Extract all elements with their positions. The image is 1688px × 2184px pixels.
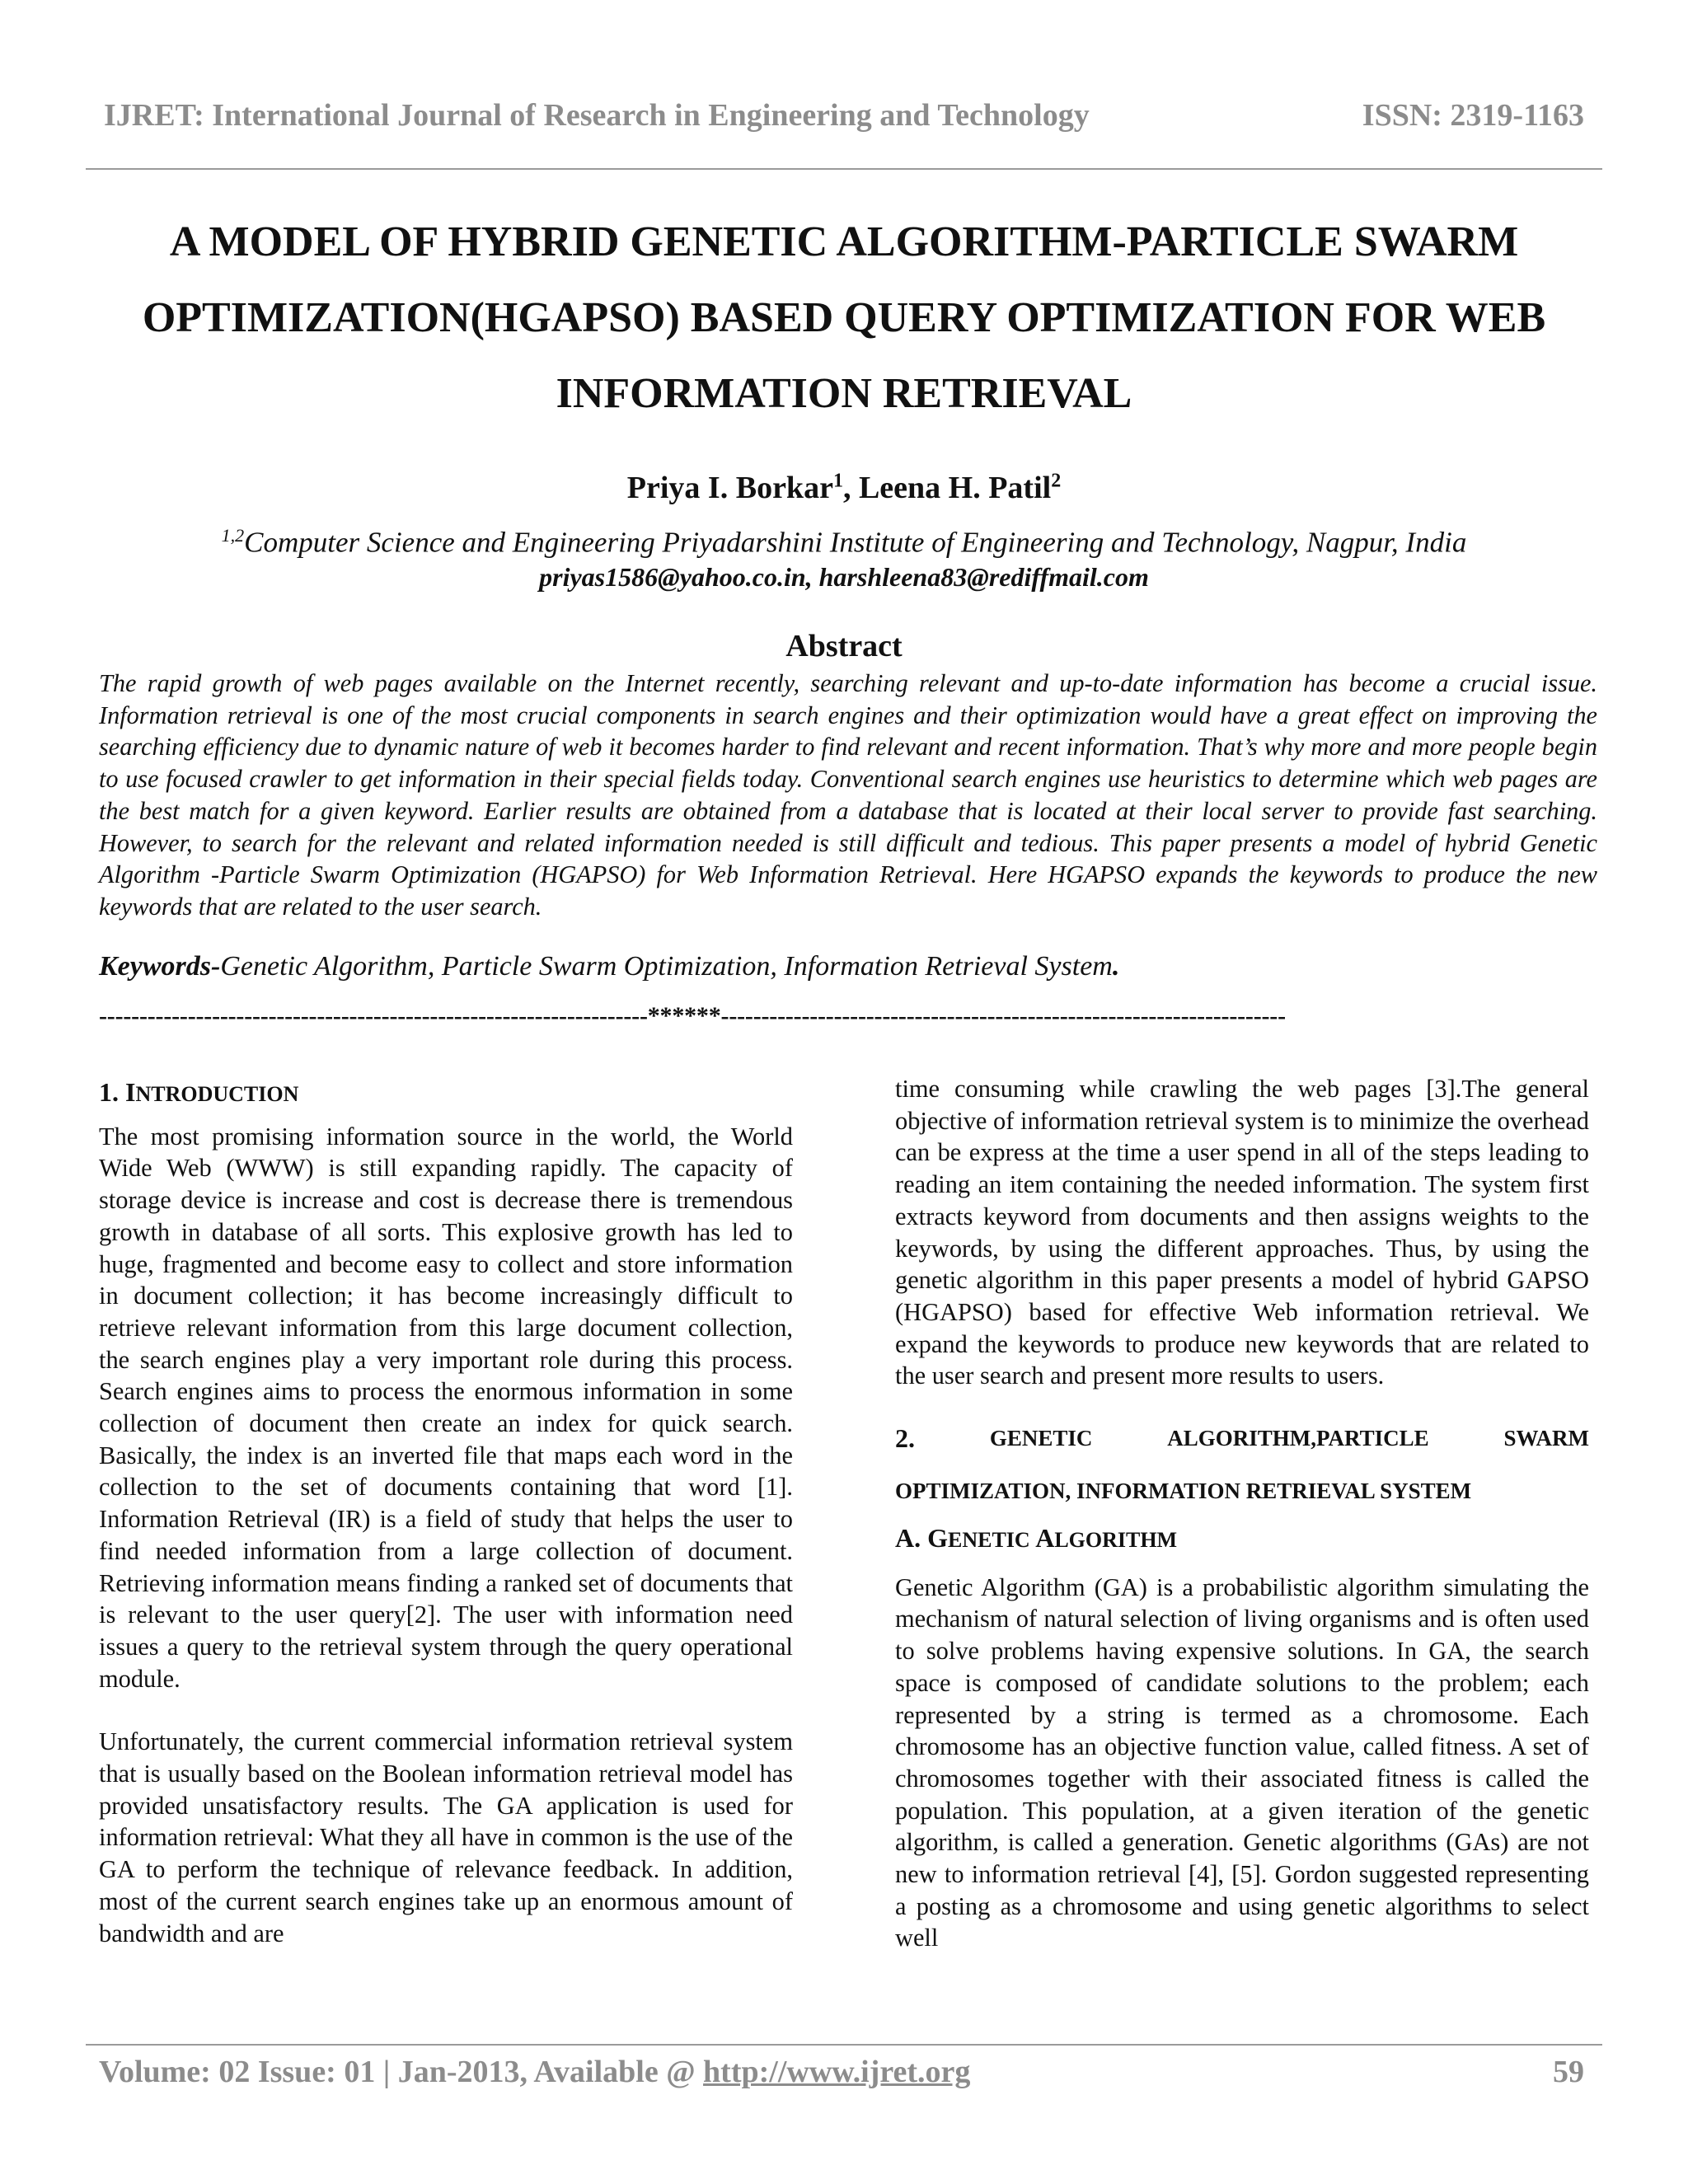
section-2-word-3: SWARM (1503, 1426, 1589, 1451)
subsection-a-prefix: A. G (895, 1523, 948, 1554)
subsection-a-part-3: LGORITHM (1054, 1528, 1178, 1553)
author-sep: , (842, 471, 859, 505)
section-1-heading (99, 1076, 793, 1111)
header-rule (86, 168, 1602, 170)
journal-link[interactable]: http://www.ijret.org (703, 2055, 971, 2089)
paper-title: A MODEL OF HYBRID GENETIC ALGORITHM-PARTICLE SWARM OPTIMIZATION(HGAPSO) BASED QUERY OPTIMIZATION FOR WEB INFORMATION RETRIEVAL (142, 218, 1546, 417)
keywords-label: Keywords- (99, 951, 221, 982)
author-2-sup: 2 (1051, 470, 1062, 492)
affiliation-text: Computer Science and Engineering Priyadarshini Institute of Engineering and Technology, Nagpur, India (244, 526, 1467, 559)
section-2-heading-line-1 (895, 1412, 1589, 1465)
author-1-sup: 1 (832, 470, 843, 492)
affiliation (0, 525, 1688, 560)
keywords-end: . (1112, 951, 1120, 982)
section-2-word-1: GENETIC (989, 1426, 1093, 1451)
abstract-text: The rapid growth of web pages available on the Internet recently, searching relevant and up-to-date information has become a crucial issue. Information retrieval is one of the most crucial components in search engines and their optimization would have a great effect on improving the searching efficiency due to dynamic nature of web it becomes harder to find relevant and recent information. That’s why more and more people begin to use focused crawler to get information in their special fields today. Conventional search engines use heuristics to determine which web pages are the best match for a given keyword. Earlier results are obtained from a database that is located at their local server to provide fast searching. However, to search for the relevant and related information needed is still difficult and tedious. This paper presents a model of hybrid Genetic Algorithm -Particle Swarm Optimization (HGAPSO) for Web Information Retrieval. Here HGAPSO expands the keywords to produce the new keywords that are related to the user search. (99, 669, 1597, 921)
abstract-heading: Abstract (785, 629, 903, 663)
section-2-word-2: ALGORITHM,PARTICLE (1167, 1426, 1429, 1451)
subsection-a-part-2: A (1035, 1523, 1055, 1554)
intro-paragraph-3: time consuming while crawling the web pages [3].The general objective of information retrieval system is to minimize the overhead can be express at the time a user spend in all of the steps leading to reading an item containing the needed information. The system first extracts keyword from documents and then assigns weights to the keywords, by using the different approaches. Thus, by using the genetic algorithm in this paper presents a model of hybrid GAPSO (HGAPSO) based for effective Web information retrieval. We expand the keywords to produce new keywords that are related to the user search and present more results to users. (895, 1075, 1589, 1390)
subsection-a-part-1: ENETIC (948, 1528, 1036, 1553)
section-1-title: NTRODUCTION (135, 1082, 299, 1106)
section-2-heading-line-2: OPTIMIZATION, INFORMATION RETRIEVAL SYSTEM (895, 1479, 1472, 1504)
subsection-a-heading (895, 1522, 1589, 1557)
ga-paragraph: Genetic Algorithm (GA) is a probabilistic algorithm simulating the mechanism of natural selection of living organisms and is often used to solve problems having expensive solutions. In GA, the search space is composed of candidate solutions to the problem; each represented by a string is termed as a chromosome. Each chromosome has an objective function value, called fitness. A set of chromosomes together with their associated fitness is called the population. This population, at a given iteration of the genetic algorithm, is called a generation. Genetic algorithms (GAs) are not new to information retrieval [4], [5]. Gordon suggested representing a posting as a chromosome and using genetic algorithms to select well (895, 1572, 1589, 1952)
keywords-text: Genetic Algorithm, Particle Swarm Optimization, Information Retrieval System (220, 951, 1113, 982)
section-separator: --------------------------------------------------------------------******---------------------------------------------------------------------- (99, 1002, 1286, 1029)
section-2-heading (895, 1412, 1589, 1517)
journal-name: IJRET: International Journal of Research in Engineering and Technology (104, 98, 1090, 133)
right-column (895, 1073, 1589, 1954)
running-header (104, 97, 1584, 138)
affiliation-sup: 1,2 (221, 525, 245, 546)
issn: ISSN: 2319-1163 (1362, 98, 1584, 133)
page-number: 59 (1553, 2055, 1584, 2089)
authors (0, 470, 1688, 506)
footer-volume (99, 2054, 970, 2090)
footer-volume-text: Volume: 02 Issue: 01 | Jan-2013, Available @ (99, 2055, 704, 2089)
left-column (99, 1076, 793, 1949)
author-2: Leena H. Patil (858, 471, 1052, 505)
paragraph-gap (99, 1694, 793, 1726)
running-footer (99, 2054, 1584, 2095)
footer-rule (86, 2044, 1602, 2046)
section-1-number: 1. I (99, 1077, 136, 1107)
author-emails: priyas1586@yahoo.co.in, harshleena83@rediffmail.com (539, 562, 1149, 592)
author-1: Priya I. Borkar (626, 471, 833, 505)
intro-paragraph-2: Unfortunately, the current commercial information retrieval system that is usually based on the Boolean information retrieval model has provided unsatisfactory results. The GA application is used for information retrieval: What they all have in common is the use of the GA to perform the technique of relevance feedback. In addition, most of the current search engines take up an enormous amount of bandwidth and are (99, 1727, 793, 1947)
intro-paragraph-1: The most promising information source in the world, the World Wide Web (WWW) is still expanding rapidly. The capacity of storage device is increase and cost is decrease there is tremendous growth in database of all sorts. This explosive growth has led to huge, fragmented and become easy to collect and store information in document collection; it has become increasingly difficult to retrieve relevant information from this large document collection, the search engines play a very important role during this process. Search engines aims to process the enormous information in some collection of document then create an index for quick search. Basically, the index is an inverted file that maps each word in the collection to the set of documents containing that word [1]. Information Retrieval (IR) is a field of study that helps the user to find needed information from a large collection of document. Retrieving information means finding a ranked set of documents that is relevant to the user query[2]. The user with information need issues a query to the retrieval system through the query operational module. (99, 1122, 793, 1693)
section-2-number: 2. (895, 1423, 915, 1454)
keywords (99, 951, 1597, 982)
